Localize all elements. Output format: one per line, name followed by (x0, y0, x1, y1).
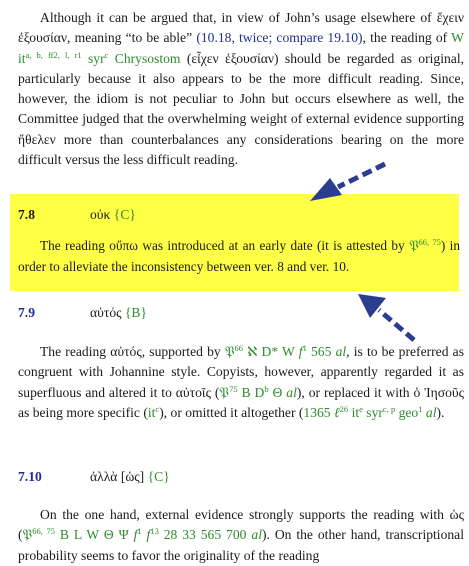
verse-number: 7.8 (18, 207, 35, 222)
witness-list[interactable]: 𝔓$^{75}$ B $D^b$ Θ al (219, 383, 297, 401)
rating: {B} (124, 305, 148, 320)
witness-papyri[interactable]: 𝔓$^{66, 75}$ (409, 237, 441, 254)
rating: {C} (147, 469, 170, 484)
verse-number: 7.10 (18, 469, 42, 484)
witness-list[interactable]: 𝔓$^{66}$ ℵ D* W $f^1$ 565 al (224, 343, 347, 360)
witness-list[interactable]: W $it^{a, b, ff2, l, r1}$ syr$^c$ Chrysostom (18, 30, 464, 66)
lemma: ἀλλὰ [ὡς] {C} (90, 469, 170, 484)
commentary-7-9: The reading αὐτός, supported by 𝔓$^{66}$ ℵ D* W $f^1$ 565 al, is to be preferred as congruent with Johannine style. Copyists, however, apparently regarded it as superfluous and altered it to αὐτοῖς (𝔓$^{75}$ B $D^b$ Θ al), or replaced it with ὁ Ἰησοῦς as being more specific $(it^c)$, or omitted it altogether (1365 ℓ$^{26}$ $it^e$ syr$^{c, p}$ geo$^1$ al). (18, 343, 464, 420)
intro-paragraph: Although it can be argued that, in view of John’s usage elsewhere of ἔχειν ἐξουσίαν, meaning “to be able” (10.18, twice; compare 19.10), the reading of W $it^{a, b, ff2, l, r1}$ syr$^c$ Chrysostom (εἶχεν ἐξουσίαν) should be regarded as original, particularly because it also appears to be the more difficult reading. Since, however, the idiom is not peculiar to John but occurs elsewhere as well, the Committee judged that the overwhelming weight of external evidence supporting ἤθελεν more than counterbalances any considerations bearing on the more difficult versus the less difficult reading. (18, 10, 464, 168)
witness-list[interactable]: 1365 ℓ$^{26}$ $it^e$ syr$^{c, p}$ geo$^1$ al (303, 403, 437, 420)
verse-number: 7.9 (18, 305, 35, 320)
rating: {C} (113, 207, 136, 222)
witness-list[interactable]: $it^c$ (147, 403, 160, 420)
arrow-up-left-icon (352, 290, 422, 345)
arrow-down-left-icon (300, 160, 390, 205)
lemma: οὐκ {C} (90, 207, 136, 222)
lemma: αὐτός {B} (90, 305, 148, 320)
commentary-7-10: On the one hand, external evidence strongly supports the reading with ὡς (𝔓$^{66, 75}$ B L W Θ Ψ $f^1$ $f^{13}$ 28 33 565 700 al). On the other hand, transcriptional probability seems to favor the originality of the reading (18, 507, 464, 563)
commentary-7-8: The reading οὔπω was introduced at an early date (it is attested by 𝔓$^{66, 75}$) in order to alleviate the inconsistency between ver. 8 and ver. 10. (18, 237, 460, 275)
witness-list[interactable]: 𝔓$^{66, 75}$ B L W Θ Ψ $f^1$ $f^{13}$ 28 33 565 700 al (22, 526, 262, 544)
scripture-reference[interactable]: (10.18, twice; compare 19.10) (196, 30, 363, 46)
